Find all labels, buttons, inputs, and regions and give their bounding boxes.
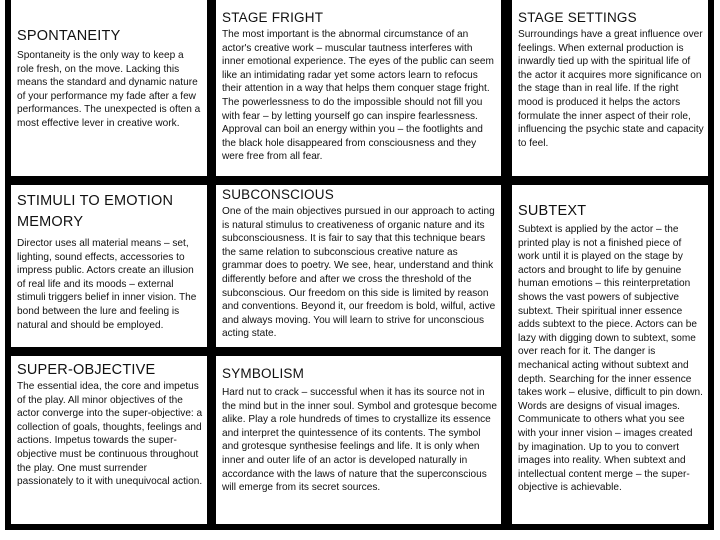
card-title: STIMULI TO EMOTION MEMORY — [17, 193, 174, 230]
card-stage-fright — [216, 0, 501, 176]
card-body: One of the main objectives pursued in our approach to acting is natural stimulus to creativeness of organic nature and its subconsciousness. It is fair to say that this technique bears the same relation to subconscious creative nature as grammar does to poetry. We see, hear, understand and think differently before and after we cross the threshold of the subconscious. Our freedom on this side is limited by reason and conventions. Beyond it, our freedom is bold, wilful, active and always moving. You will learn to strive for unconscious acting state. — [222, 206, 496, 340]
card-title: SYMBOLISM — [222, 366, 305, 381]
card-title: SUPER-OBJECTIVE — [17, 362, 156, 378]
card-body: Subtext is applied by the actor – the printed play is not a finished piece of work until it is played on the stage by actors and brought to life by genuine human emotions – this reinterpretation shows the vast powers of subjective subtext. Their spiritual inner essence adds subtext to the piece. Actors can be lazy with digging down to subtext, some over reach for it. The danger is mechanical acting without subtext and depth. Searching for the inner essence takes work – elusive, difficult to pin down. Words are designs of visual images. Communicate to others what you see with your inner vision – images created by imagination. Up to you to convert images into reality. When subtext and intellectual content merge – the super-objective is achievable. — [518, 224, 703, 494]
card-body: Surroundings have a great influence over feelings. When external production is inwardly tied up with the spiritual life of the actor it acquires more significance on the stage than in real life. If the right mood is produced it helps the actors formulate the inner aspect of their role, influencing the psychic state and capacity to feel. — [518, 29, 704, 149]
card-symbolism — [216, 356, 501, 524]
card-body: Director uses all material means – set, lighting, sound effects, accessories to impress public. Actors create an illusion of real life and its moods – external stimuli triggers belief in inner vision. The bond between the lure and feeling is natural and should be employed. — [17, 238, 197, 331]
card-subconscious — [216, 185, 501, 347]
card-body: Hard nut to crack – successful when it has its source not in the mind but in the inner soul. Symbol and grotesque become alike. Play a role hundreds of times to crystallize its essence and interpret the quintessence of its contents. The symbol and grotesque synthesise feelings and life. It is only when inner and outer life of an actor is developed naturally in accordance with the laws of nature that the superconscious will emerge from its secret sources. — [222, 387, 497, 494]
card-super-objective — [11, 356, 207, 524]
card-title: SUBTEXT — [518, 203, 587, 219]
card-spontaneity — [11, 0, 207, 176]
card-subtext — [512, 185, 708, 524]
card-stage-settings — [512, 0, 708, 176]
card-body: The most important is the abnormal circumstance of an actor's creative work – muscular tautness interferes with inner emotional experience. The eyes of the public can seem like an intimidating radar yet some actors learn to refocus their attention in a way that helps them conquer stage fright. The powerlessness to do the impossible should not fill you with fear – by letting yourself go can inspire fearlessness. Approval can boil an energy within you – the footlights and the black hole disappeared from consciousness and they were free from all fear. — [222, 29, 494, 163]
card-title: STAGE FRIGHT — [222, 10, 324, 25]
card-title: SPONTANEITY — [17, 28, 121, 44]
card-body: Spontaneity is the only way to keep a role fresh, on the move. Lacking this means the standard and dynamic nature of your performance my fade after a few performances. The unexpected is often a most effective lever in creative work. — [17, 50, 201, 129]
card-title: SUBCONSCIOUS — [222, 187, 334, 202]
card-stimuli-to-emotion-memory — [11, 185, 207, 347]
card-title: STAGE SETTINGS — [518, 10, 637, 25]
card-body: The essential idea, the core and impetus of the play. All minor objectives of the actor converge into the super-objective: a collection of goals, thoughts, feelings and actions. Impetus towards the super-objective must be continuous throughout the play. One must surrender passionately to it with unequivocal action. — [17, 381, 203, 488]
